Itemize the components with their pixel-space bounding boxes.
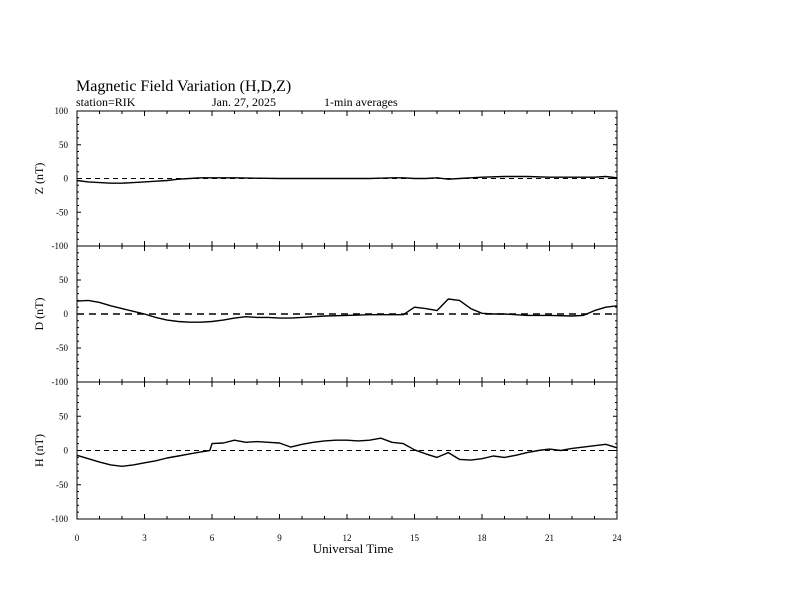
averaging-label: 1-min averages [324,95,398,109]
x-tick-label: 21 [545,533,554,543]
x-tick-label: 18 [477,533,487,543]
x-axis-label: Universal Time [312,541,394,556]
chart-title: Magnetic Field Variation (H,D,Z) [76,78,292,95]
x-tick-label: 15 [410,533,419,543]
series-line [77,438,617,466]
y-tick-label: 50 [59,139,68,150]
panel-2 [32,382,617,524]
y-tick-label: -50 [56,479,68,490]
y-axis-label: Z (nT) [32,162,46,195]
panel-0 [32,106,617,251]
y-tick-label: 0 [63,445,68,456]
y-tick-label: 100 [54,106,68,116]
x-tick-label: 9 [277,533,282,543]
x-tick-label: 24 [612,533,622,543]
panel-1 [32,246,617,387]
y-axis-label: H (nT) [32,434,46,467]
series-line [77,177,617,184]
x-tick-label: 0 [74,533,80,543]
y-tick-label: -50 [56,343,68,353]
panels-group [32,106,622,543]
station-label: station=RIK [76,95,136,109]
y-tick-label: -100 [51,377,68,387]
y-tick-label: 0 [63,173,68,184]
y-tick-label: -50 [56,207,68,218]
x-tick-label: 12 [342,533,352,543]
y-tick-label: -100 [51,241,68,251]
y-tick-label: 50 [59,275,68,285]
x-tick-label: 3 [142,533,147,543]
y-tick-label: 50 [59,411,68,422]
y-tick-label: 0 [63,309,68,319]
date-label: Jan. 27, 2025 [212,95,276,109]
x-tick-label: 6 [209,533,215,543]
y-tick-label: -100 [51,514,68,524]
series-line [77,299,617,322]
y-axis-label: D (nT) [32,297,46,331]
